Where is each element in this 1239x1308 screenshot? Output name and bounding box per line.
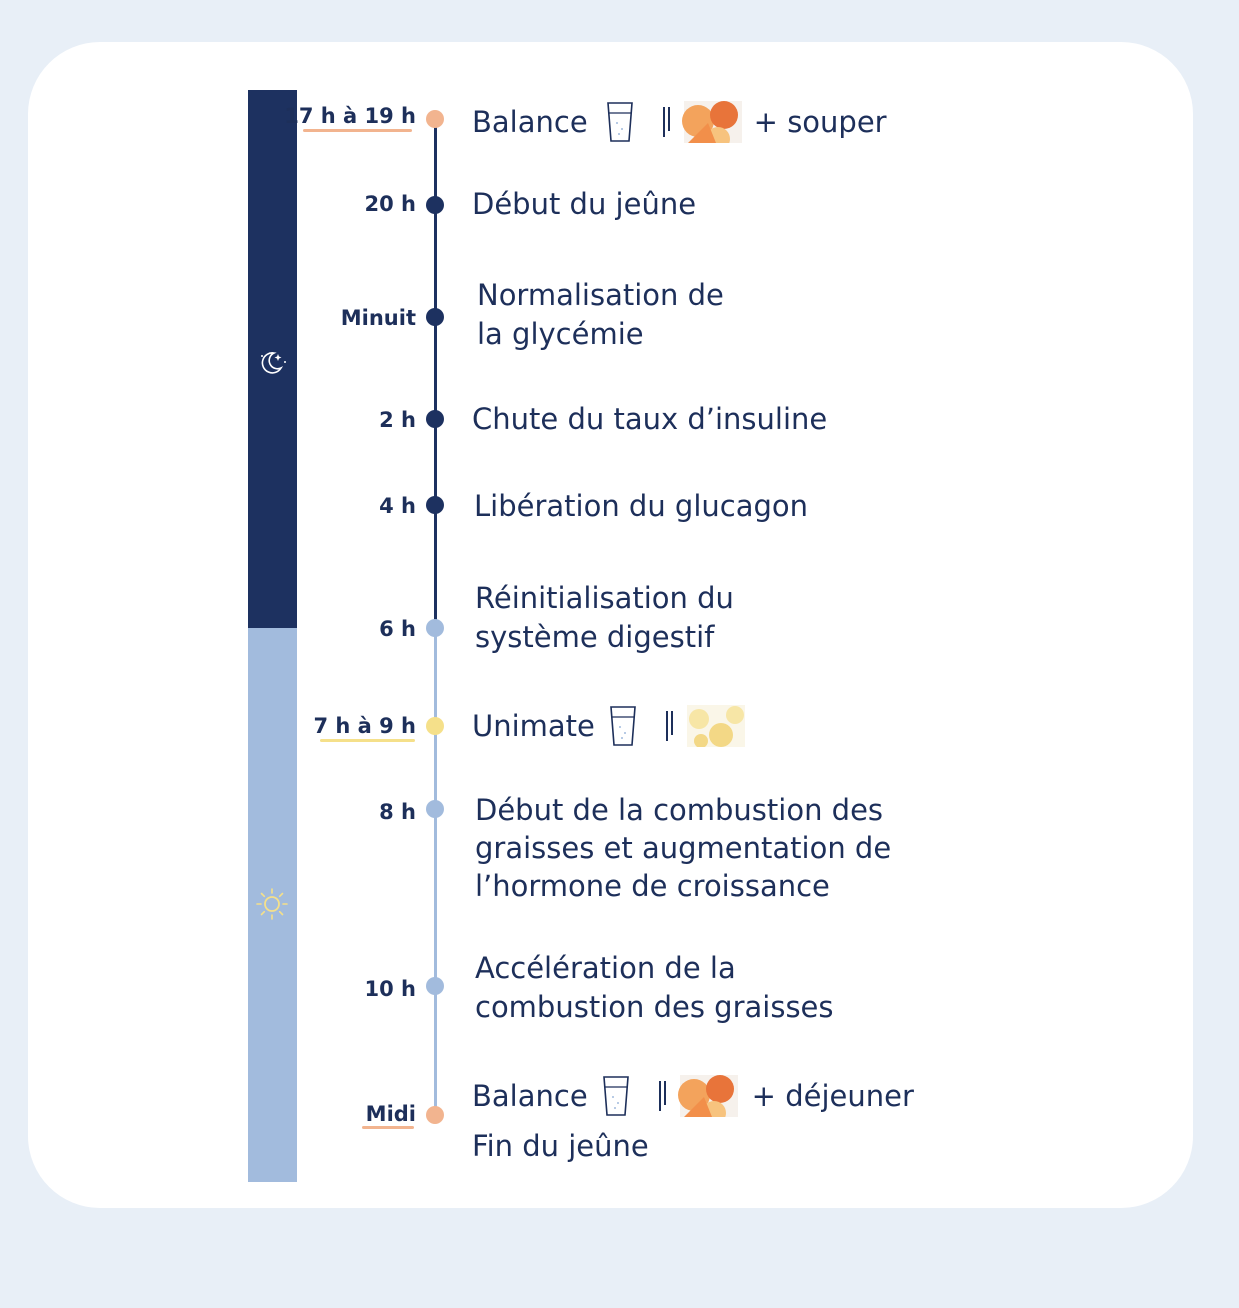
item-text: Début du jeûne <box>472 187 697 221</box>
time-label: 7 h à 9 h <box>313 714 416 738</box>
time-label: 4 h <box>379 494 416 518</box>
time-underline <box>362 1126 414 1129</box>
item-text-line1: Réinitialisation du <box>475 581 734 615</box>
sun-icon <box>254 886 290 922</box>
item-text: Libération du glucagon <box>474 489 809 523</box>
time-label: 17 h à 19 h <box>284 104 416 128</box>
water-glass-icon <box>609 705 637 747</box>
moon-stars-icon <box>254 344 290 380</box>
item-text: Chute du taux d’insuline <box>472 402 828 436</box>
time-underline <box>303 129 412 132</box>
timeline-dot <box>426 110 444 128</box>
timeline-item-balance-evening <box>472 97 887 147</box>
item-text-line2: la glycémie <box>477 317 644 351</box>
time-label: Minuit <box>340 306 416 330</box>
water-glass-icon <box>602 1075 630 1117</box>
unimate-sachet-icon <box>661 705 745 747</box>
item-text-line2: système digestif <box>475 620 715 654</box>
item-suffix: + souper <box>753 105 887 139</box>
time-label: 20 h <box>364 192 416 216</box>
time-label: 2 h <box>379 408 416 432</box>
timeline-item-balance-noon <box>472 1071 914 1121</box>
balance-sachet-icon <box>658 101 742 143</box>
timeline-dot <box>426 619 444 637</box>
time-underline <box>320 739 415 742</box>
item-text: Balance <box>472 1079 588 1113</box>
time-label: 6 h <box>379 617 416 641</box>
timeline-dot <box>426 977 444 995</box>
item-text-line2: combustion des graisses <box>475 990 834 1024</box>
timeline-line-day <box>434 628 437 1116</box>
item-text-line2: graisses et augmentation de <box>475 831 892 865</box>
time-label: 10 h <box>364 977 416 1001</box>
timeline-dot <box>426 496 444 514</box>
timeline-dot <box>426 717 444 735</box>
timeline-item-unimate <box>472 701 745 751</box>
item-text-line3: l’hormone de croissance <box>475 869 830 903</box>
time-label: 8 h <box>379 800 416 824</box>
item-text-line1: Début de la combustion des <box>475 793 884 827</box>
water-glass-icon <box>606 101 634 143</box>
timeline-dot <box>426 410 444 428</box>
item-text: Unimate <box>472 709 595 743</box>
item-text: Balance <box>472 105 588 139</box>
balance-sachet-icon <box>654 1075 738 1117</box>
timeline-dot <box>426 800 444 818</box>
timeline-dot <box>426 1106 444 1124</box>
time-label: Midi <box>365 1102 416 1126</box>
timeline-dot <box>426 308 444 326</box>
item-text-line1: Accélération de la <box>475 951 736 985</box>
item-text-line2: Fin du jeûne <box>472 1129 649 1163</box>
timeline-dot <box>426 196 444 214</box>
item-suffix: + déjeuner <box>751 1079 914 1113</box>
item-text-line1: Normalisation de <box>477 278 724 312</box>
